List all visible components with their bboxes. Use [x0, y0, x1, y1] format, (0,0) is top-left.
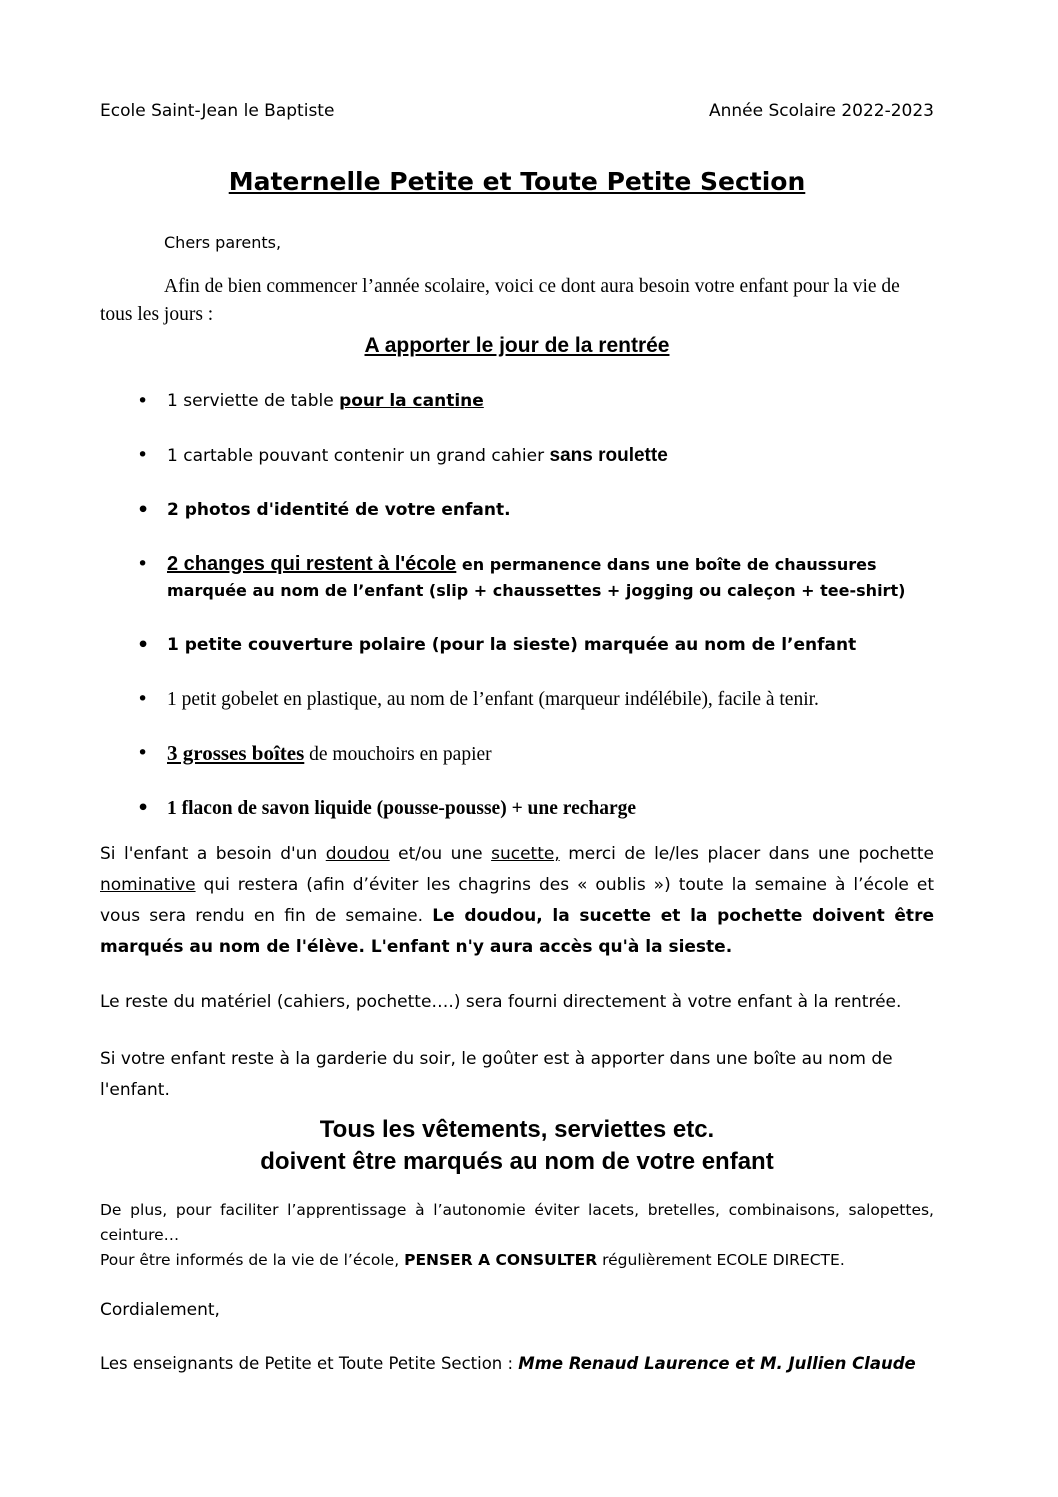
paragraph-text-underlined: sucette,: [491, 844, 560, 864]
list-item-text: en permanence dans une boîte de chaussures marquée au nom de l’enfant (slip + chaussettes + jogging ou caleçon + tee-shirt): [167, 555, 906, 600]
list-item-text: de mouchoirs en papier: [304, 744, 492, 765]
paragraph-text: régulièrement ECOLE DIRECTE.: [597, 1251, 845, 1269]
section-heading-text: A apporter le jour de la rentrée: [364, 334, 670, 357]
school-name: Ecole Saint-Jean le Baptiste: [100, 101, 335, 121]
supply-list: [100, 389, 934, 821]
list-item-photos: [100, 498, 934, 523]
signature-text: Les enseignants de Petite et Toute Petite Section :: [100, 1354, 519, 1373]
list-item-text: 1 flacon de savon liquide (pousse-pousse) + une recharge: [167, 798, 637, 819]
list-item-mouchoirs: [100, 741, 934, 767]
list-item-text-emphasis: pour la cantine: [339, 391, 484, 411]
list-item-text: 2 photos d'identité de votre enfant.: [167, 500, 511, 520]
paragraph-materiel: Le reste du matériel (cahiers, pochette….) sera fourni directement à votre enfant à la rentrée.: [100, 992, 902, 1012]
page-title-text: Maternelle Petite et Toute Petite Section: [228, 167, 806, 196]
list-item-text-emphasis: 2 changes qui restent à l'école: [167, 553, 457, 575]
closing: Cordialement,: [100, 1300, 220, 1320]
paragraph-doudou: [100, 839, 934, 963]
list-item-changes: [100, 552, 934, 604]
clothing-notice-line1: Tous les vêtements, serviettes etc.: [319, 1116, 715, 1143]
list-item-savon: [100, 796, 934, 821]
signature: [100, 1353, 934, 1375]
paragraph-ecole-directe: [100, 1248, 934, 1273]
clothing-notice-line2: doivent être marqués au nom de votre enfant: [260, 1148, 774, 1175]
paragraph-text: merci de le/les placer dans une pochette: [559, 844, 934, 864]
list-item-serviette: [100, 389, 934, 414]
list-item-cartable: [100, 443, 934, 469]
salutation: Chers parents,: [164, 233, 282, 252]
paragraph-text: et/ou une: [389, 844, 492, 864]
list-item-text: 1 serviette de table: [167, 391, 340, 411]
paragraph-text-underlined: nominative: [100, 875, 196, 895]
signature-names: Mme Renaud Laurence et M. Jullien Claude: [518, 1354, 916, 1373]
section-heading: [100, 331, 934, 359]
paragraph-garderie: Si votre enfant reste à la garderie du soir, le goûter est à apporter dans une boîte au nom de l'enfant.: [100, 1049, 893, 1100]
paragraph-autonomie: De plus, pour faciliter l’apprentissage à l’autonomie éviter lacets, bretelles, combinaisons, salopettes, ceinture…: [100, 1201, 934, 1244]
paragraph-text: qui restera (afin d’éviter les chagrins des « oublis ») toute la semaine à l’école et vous sera rendu en fin de semaine.: [100, 875, 934, 926]
paragraph-text: Si l'enfant a besoin d'un: [100, 844, 326, 864]
paragraph-text-underlined: doudou: [325, 844, 390, 864]
paragraph-text-bold: Le doudou, la sucette et la pochette doivent être marqués au nom de l'élève. L'enfant n'y aura accès qu'à la sieste.: [100, 906, 934, 957]
list-item-gobelet: [100, 687, 934, 712]
list-item-couverture: [100, 633, 934, 658]
list-item-text: 1 petit gobelet en plastique, au nom de l’enfant (marqueur indélébile), facile à tenir.: [167, 689, 819, 710]
list-item-text-emphasis: sans roulette: [549, 445, 668, 466]
clothing-notice: [100, 1114, 934, 1178]
intro-paragraph: Afin de bien commencer l’année scolaire, voici ce dont aura besoin votre enfant pour la vie de tous les jours :: [100, 276, 900, 325]
list-item-text-emphasis: 3 grosses boîtes: [167, 741, 305, 765]
paragraph-text: Pour être informés de la vie de l’école,: [100, 1251, 405, 1269]
document-header: [100, 100, 934, 122]
school-year: Année Scolaire 2022-2023: [708, 101, 934, 121]
paragraph-text-bold: PENSER A CONSULTER: [404, 1251, 598, 1269]
list-item-text: 1 petite couverture polaire (pour la sieste) marquée au nom de l’enfant: [167, 635, 857, 655]
page-title: [100, 160, 934, 198]
list-item-text: 1 cartable pouvant contenir un grand cahier: [167, 446, 550, 466]
